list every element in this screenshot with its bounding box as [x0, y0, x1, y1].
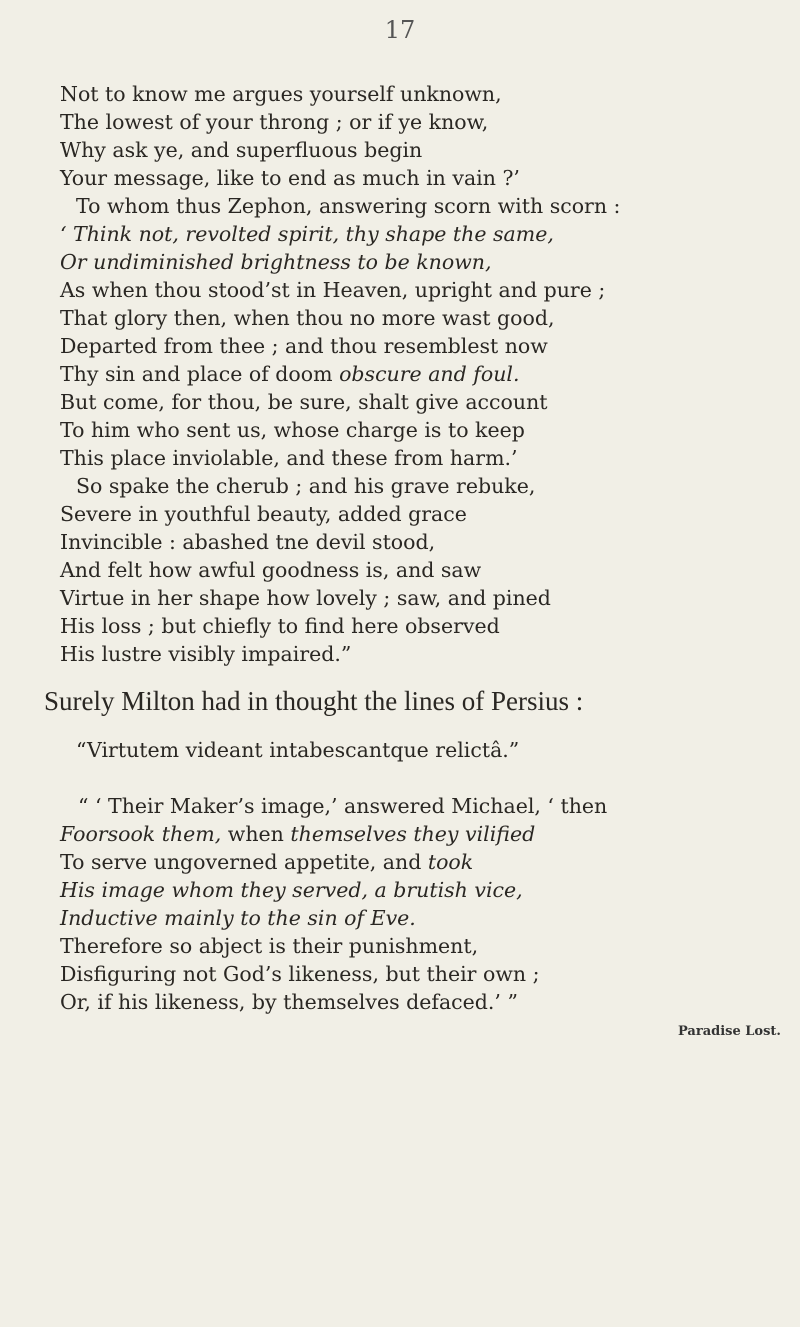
poem-line: So spake the cherub ; and his grave rebuke,	[76, 474, 536, 498]
poem-line: Your message, like to end as much in vain ?’	[60, 166, 520, 190]
commentary-heading: Surely Milton had in thought the lines of Persius :	[44, 686, 584, 716]
page-number: 17	[384, 16, 416, 44]
poem-line: Therefore so abject is their punishment,	[60, 934, 479, 958]
poem-line: That glory then, when thou no more wast good,	[60, 306, 555, 330]
poem-italic-text: ‘ Think not, revolted spirit, thy shape the same,	[60, 222, 554, 246]
poem-italic-text: obscure and foul.	[339, 362, 520, 386]
poem-line-mixed	[60, 820, 535, 848]
poem-line: But come, for thou, be sure, shalt give account	[60, 390, 548, 414]
poem-line-italic	[60, 904, 416, 932]
poem-line-mixed	[60, 848, 473, 876]
poem-line: Why ask ye, and superfluous begin	[60, 138, 423, 162]
poem-line: Disfiguring not God’s likeness, but their own ;	[60, 962, 540, 986]
latin-quote: “Virtutem videant intabescantque relictâ.”	[76, 738, 520, 762]
poem-line-italic	[60, 876, 523, 904]
poem-italic-text: His image whom they served, a brutish vice,	[60, 878, 523, 902]
poem-line-italic	[60, 220, 554, 248]
poem-plain-text: To serve ungoverned appetite, and	[60, 850, 428, 874]
poem-line-italic	[60, 248, 492, 276]
poem-line: This place inviolable, and these from harm.’	[60, 446, 518, 470]
poem-line: As when thou stood’st in Heaven, upright and pure ;	[60, 278, 606, 302]
poem-italic-text: themselves they vilified	[290, 822, 536, 846]
poem-italic-text: Or undiminished brightness to be known,	[60, 250, 492, 274]
poem-line: Not to know me argues yourself unknown,	[60, 82, 502, 106]
poem-line: Invincible : abashed tne devil stood,	[60, 530, 436, 554]
poem-line: The lowest of your throng ; or if ye know,	[60, 110, 489, 134]
source-attribution: Paradise Lost.	[678, 1024, 781, 1039]
poem-line: To him who sent us, whose charge is to keep	[60, 418, 525, 442]
poem-line: Or, if his likeness, by themselves defaced.’ ”	[60, 990, 518, 1014]
poem-line: Departed from thee ; and thou resemblest now	[60, 334, 548, 358]
poem-line: “ ‘ Their Maker’s image,’ answered Michael, ‘ then	[78, 794, 608, 818]
poem-plain-text: when	[221, 822, 291, 846]
poem-line: His loss ; but chiefly to find here observed	[60, 614, 500, 638]
poem-italic-text: Inductive mainly to the sin of Eve.	[60, 906, 416, 930]
poem-italic-text: Foorsook them,	[60, 822, 222, 846]
poem-line: Virtue in her shape how lovely ; saw, and pined	[60, 586, 551, 610]
poem-line: Severe in youthful beauty, added grace	[60, 502, 467, 526]
poem-line: To whom thus Zephon, answering scorn with scorn :	[76, 194, 621, 218]
poem-italic-text: took	[427, 850, 474, 874]
poem-line: His lustre visibly impaired.”	[60, 642, 352, 666]
poem-plain-text: Thy sin and place of doom	[60, 362, 340, 386]
poem-line: And felt how awful goodness is, and saw	[60, 558, 482, 582]
poem-line-mixed	[60, 360, 519, 388]
